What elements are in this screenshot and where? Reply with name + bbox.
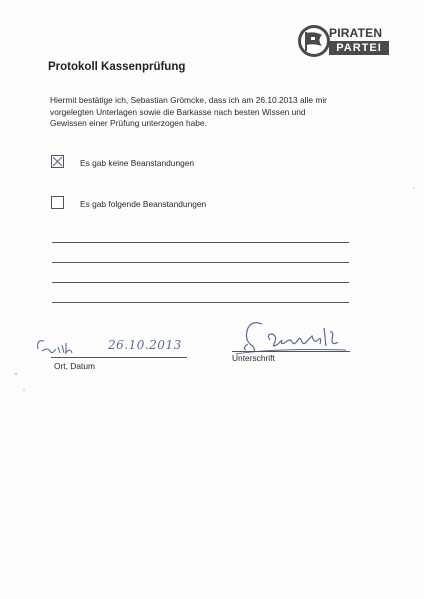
signature-caption: Unterschrift: [232, 353, 275, 363]
logo-word-bottom: PARTEI: [329, 41, 389, 55]
objection-line[interactable]: [52, 302, 349, 303]
option-label-following-objections: Es gab folgende Beanstandungen: [80, 199, 207, 209]
objection-line[interactable]: [52, 282, 349, 283]
intro-paragraph: [50, 95, 370, 130]
handwritten-place-date: [34, 333, 194, 359]
scan-speck: [412, 186, 415, 189]
place-date-line: [51, 357, 187, 358]
option-label-no-objections: Es gab keine Beanstandungen: [80, 158, 195, 168]
scan-speck: [14, 372, 17, 375]
check-cross-icon: [52, 156, 63, 167]
checkbox-following-objections[interactable]: [51, 196, 64, 209]
objection-line[interactable]: [52, 262, 349, 263]
pirate-flag-sail-icon: [297, 24, 331, 58]
intro-line: Hiermit bestätige ich, Sebastian Grömcke, dass ich am 26.10.2013 alle mir: [50, 95, 327, 105]
logo-word-top: PIRATEN: [329, 26, 383, 40]
checkbox-no-objections[interactable]: [51, 155, 64, 168]
piratenpartei-logo: [297, 24, 393, 58]
objection-line[interactable]: [52, 242, 349, 243]
handwritten-date: 26.10.2013: [108, 338, 182, 352]
scan-speck: [22, 388, 25, 391]
intro-line: Gewissen einer Prüfung unterzogen habe.: [50, 118, 207, 128]
place-date-caption: Ort, Datum: [54, 361, 95, 371]
document-title: Protokoll Kassenprüfung: [48, 61, 186, 73]
handwritten-signature: [234, 318, 352, 358]
intro-line: vorgelegten Unterlagen sowie die Barkasse nach besten Wissen und: [50, 106, 306, 117]
signature-line: [232, 351, 350, 352]
